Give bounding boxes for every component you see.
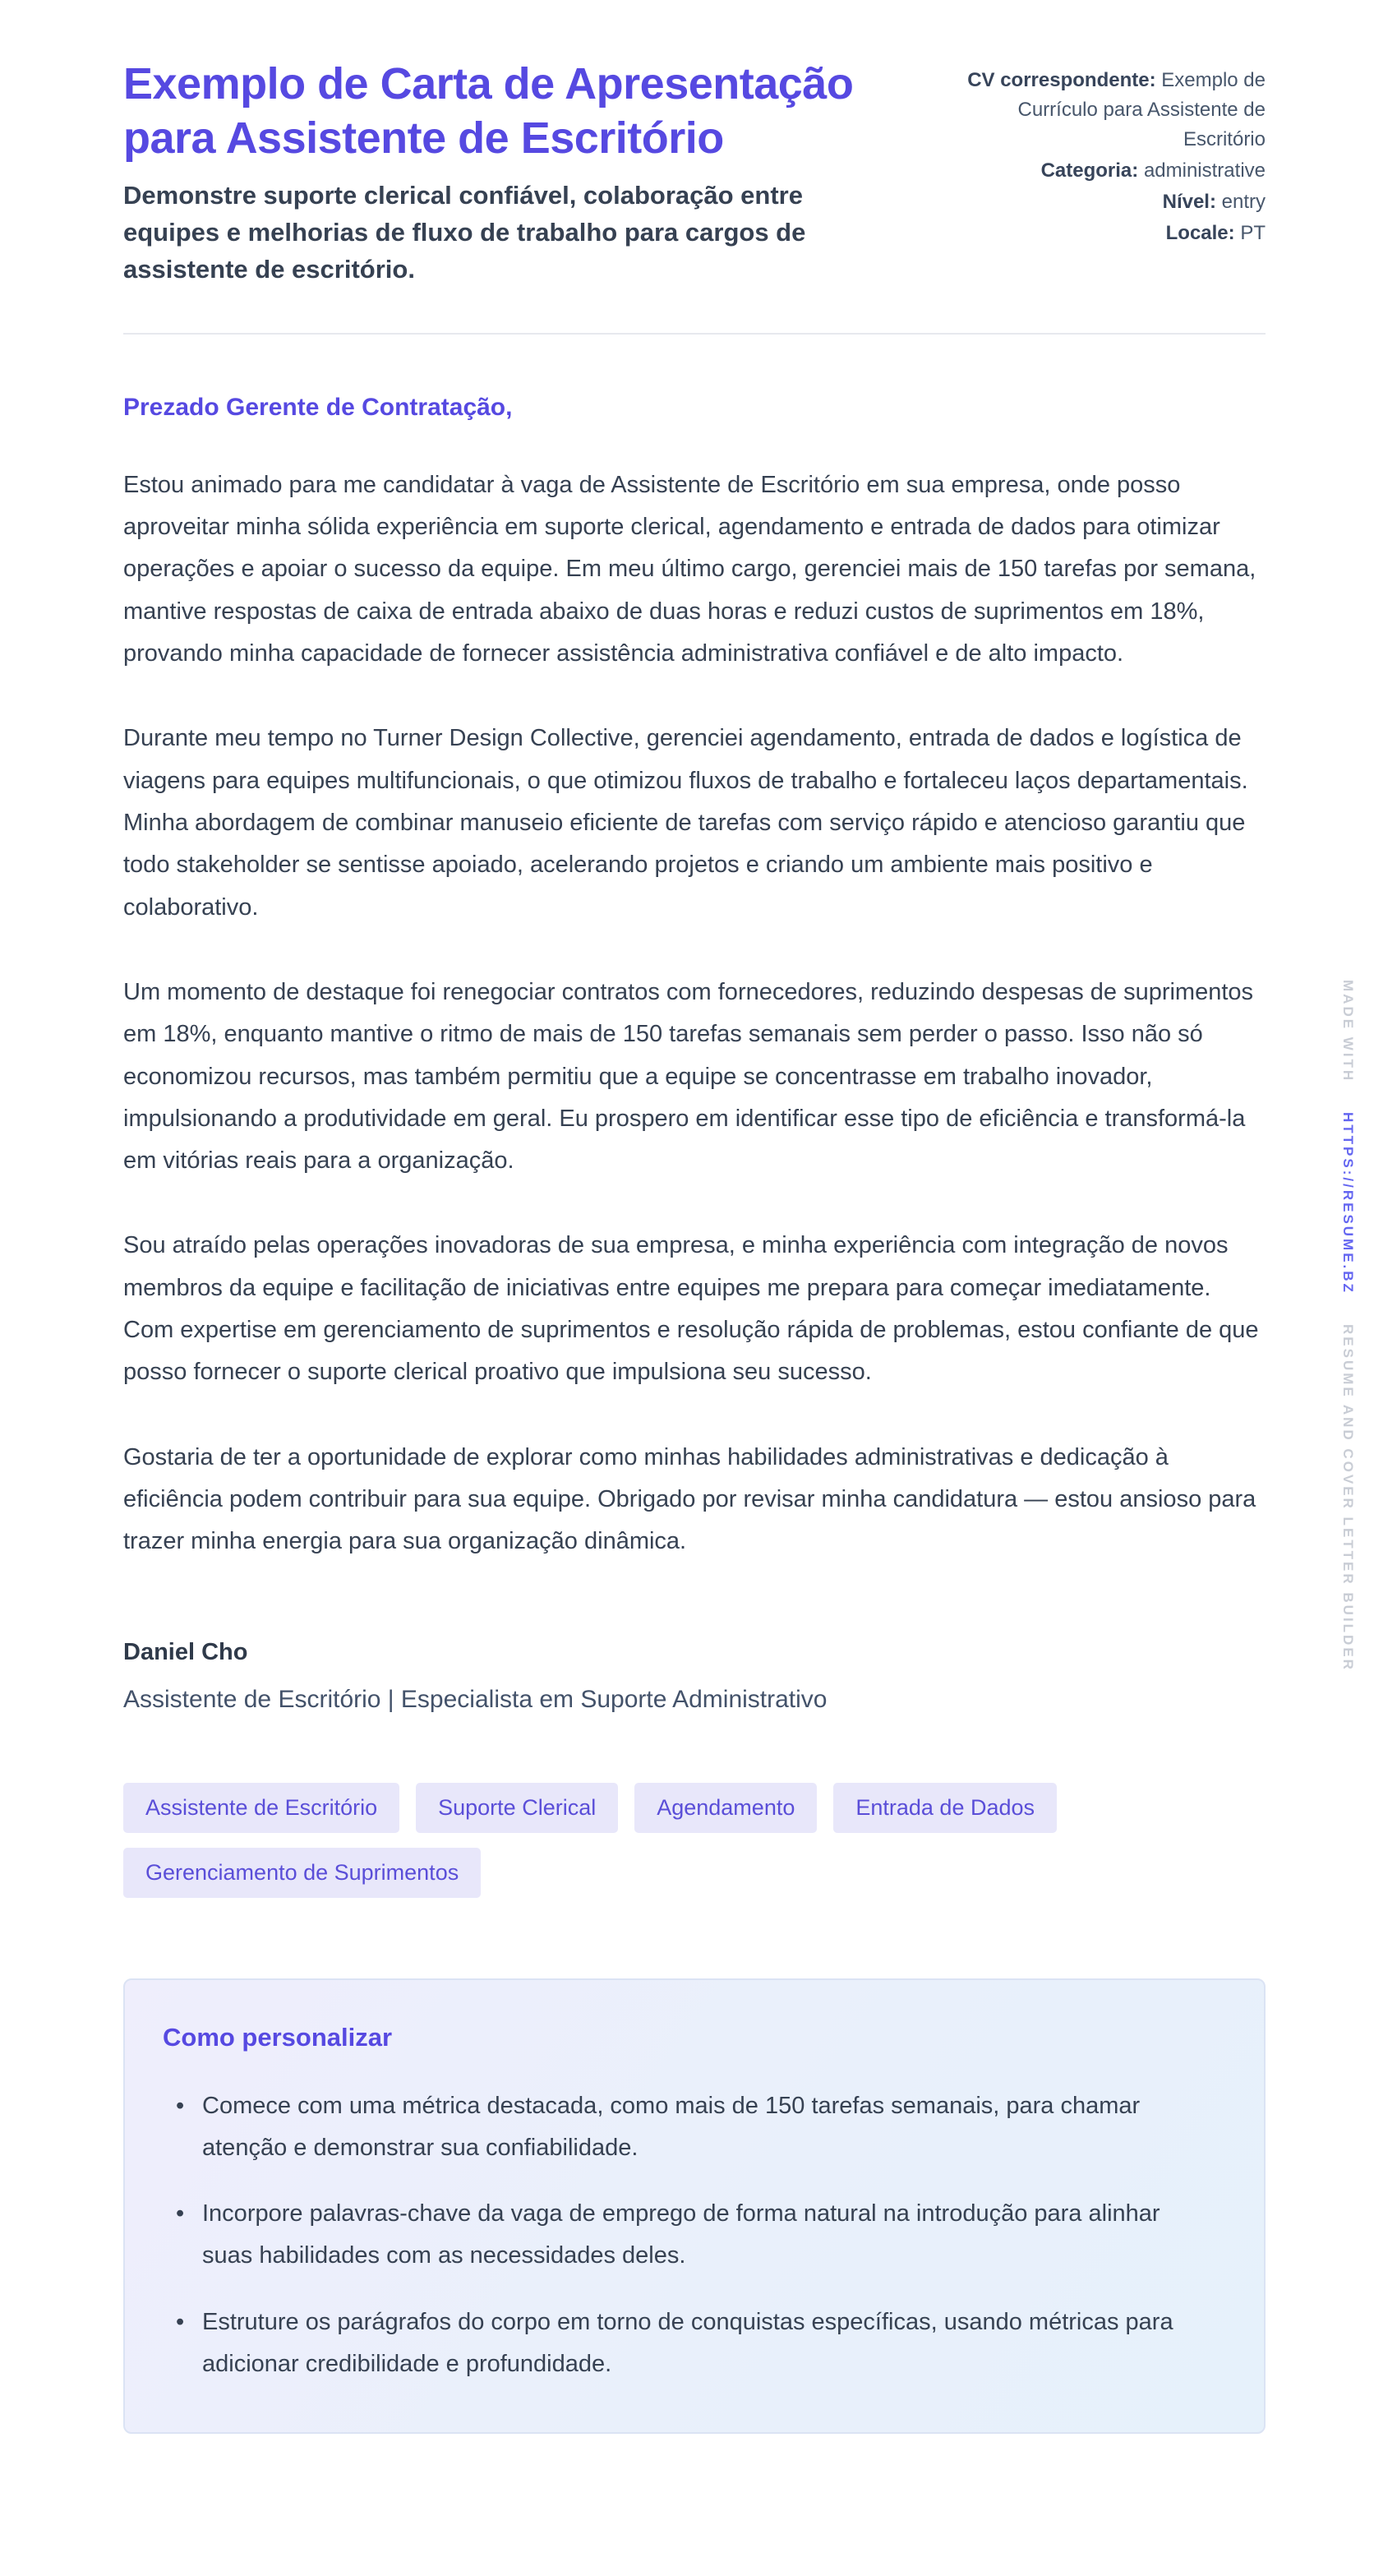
tips-title: Como personalizar bbox=[163, 2022, 393, 2052]
letter-paragraph: Durante meu tempo no Turner Design Collective, gerenciei agendamento, entrada de dados e logística de viagens para equipes multifuncionais, o que otimizou fluxos de trabalho e fortaleceu laços departamentais. Minha abordagem de combinar manuseio eficiente de tarefas com serviço rápido e atencioso garantiu que todo stakeholder se sentisse apoiado, acelerando projetos e criando um ambiente mais positivo e colaborativo. bbox=[123, 725, 1248, 921]
letter-paragraph: Um momento de destaque foi renegociar contratos com fornecedores, reduzindo despesas de suprimentos em 18%, enquanto mantive o ritmo de mais de 150 tarefas semanais sem perder o passo. Isso não só economizou recursos, mas também permitiu que a equipe se concentrasse em trabalho inovador, impulsionando a produtividade em geral. Eu prospero em identificar esse tipo de eficiência e transformá-la em vitórias reais para a organização. bbox=[123, 978, 1254, 1175]
tips-list bbox=[163, 2085, 1226, 2385]
meta-value: PT bbox=[1240, 222, 1266, 244]
letter-body bbox=[123, 394, 1266, 1714]
header-divider bbox=[123, 333, 1266, 335]
signature-role: Assistente de Escritório | Especialista em Suporte Administrativo bbox=[123, 1685, 828, 1713]
meta-value: entry bbox=[1221, 191, 1266, 213]
signature-name: Daniel Cho bbox=[123, 1638, 248, 1665]
letter-paragraph: Estou animado para me candidatar à vaga de Assistente de Escritório em sua empresa, onde posso aproveitar minha sólida experiência em suporte clerical, agendamento e entrada de dados para otimizar operações e apoiar o sucesso da equipe. Em meu último cargo, gerenciei mais de 150 tarefas por semana, mantive respostas de caixa de entrada abaixo de duas horas e reduzi custos de suprimentos em 18%, provando minha capacidade de fornecer assistência administrativa confiável e de alto impacto. bbox=[123, 471, 1256, 667]
header-titles bbox=[123, 58, 908, 289]
watermark-prefix: MADE WITH bbox=[1340, 980, 1356, 1083]
meta-block bbox=[933, 58, 1266, 250]
tag-chip[interactable]: Gerenciamento de Suprimentos bbox=[123, 1848, 481, 1898]
meta-label: CV correspondente: bbox=[967, 69, 1156, 91]
letter-paragraph: Gostaria de ter a oportunidade de explorar como minhas habilidades administrativas e dedicação à eficiência podem contribuir para sua equipe. Obrigado por revisar minha candidatura — estou ansioso para trazer minha energia para sua organização dinâmica. bbox=[123, 1443, 1256, 1555]
meta-label: Locale: bbox=[1165, 222, 1235, 244]
meta-value: Exemplo de Currículo para Assistente de Escritório bbox=[1017, 69, 1266, 150]
watermark-link[interactable]: HTTPS://RESUME.BZ bbox=[1340, 1111, 1356, 1295]
tag-chip[interactable]: Entrada de Dados bbox=[833, 1783, 1057, 1833]
content-column bbox=[123, 0, 1266, 2434]
tag-chip[interactable]: Assistente de Escritório bbox=[123, 1783, 399, 1833]
customization-tips-box bbox=[123, 1978, 1266, 2435]
meta-value: administrative bbox=[1143, 159, 1266, 182]
page-subtitle: Demonstre suporte clerical confiável, colaboração entre equipes e melhorias de fluxo de trabalho para cargos de assistente de escritório. bbox=[123, 180, 806, 284]
tips-item: • Estruture os parágrafos do corpo em torno de conquistas específicas, usando métricas para adicionar credibilidade e profundidade. bbox=[171, 2301, 1193, 2385]
tag-chip[interactable]: Agendamento bbox=[634, 1783, 817, 1833]
keyword-tags bbox=[123, 1783, 1150, 1898]
meta-label: Categoria: bbox=[1040, 159, 1139, 182]
meta-item-category bbox=[933, 156, 1266, 186]
tips-item: • Incorpore palavras-chave da vaga de emprego de forma natural na introdução para alinhar suas habilidades com as necessidades deles. bbox=[171, 2193, 1193, 2277]
page-title: Exemplo de Carta de Apresentação para Assistente de Escritório bbox=[123, 59, 854, 163]
meta-item-cv bbox=[933, 66, 1266, 155]
header bbox=[123, 58, 1266, 289]
meta-label: Nível: bbox=[1162, 191, 1216, 213]
meta-item-locale bbox=[933, 219, 1266, 248]
letter-paragraph: Sou atraído pelas operações inovadoras de sua empresa, e minha experiência com integração de novos membros da equipe e facilitação de iniciativas entre equipes me prepara para começar imediatamente. Com expertise em gerenciamento de suprimentos e resolução rápida de problemas, estou confiante de que posso fornecer o suporte clerical proativo que impulsiona seu sucesso. bbox=[123, 1232, 1259, 1386]
tag-chip[interactable]: Suporte Clerical bbox=[416, 1783, 618, 1833]
meta-item-level bbox=[933, 187, 1266, 217]
watermark-vertical-text bbox=[1339, 968, 1356, 1683]
tips-item: • Comece com uma métrica destacada, como mais de 150 tarefas semanais, para chamar atenção e demonstrar sua confiabilidade. bbox=[171, 2085, 1193, 2169]
letter-greeting: Prezado Gerente de Contratação, bbox=[123, 393, 513, 421]
watermark-suffix: RESUME AND COVER LETTER BUILDER bbox=[1340, 1323, 1356, 1672]
